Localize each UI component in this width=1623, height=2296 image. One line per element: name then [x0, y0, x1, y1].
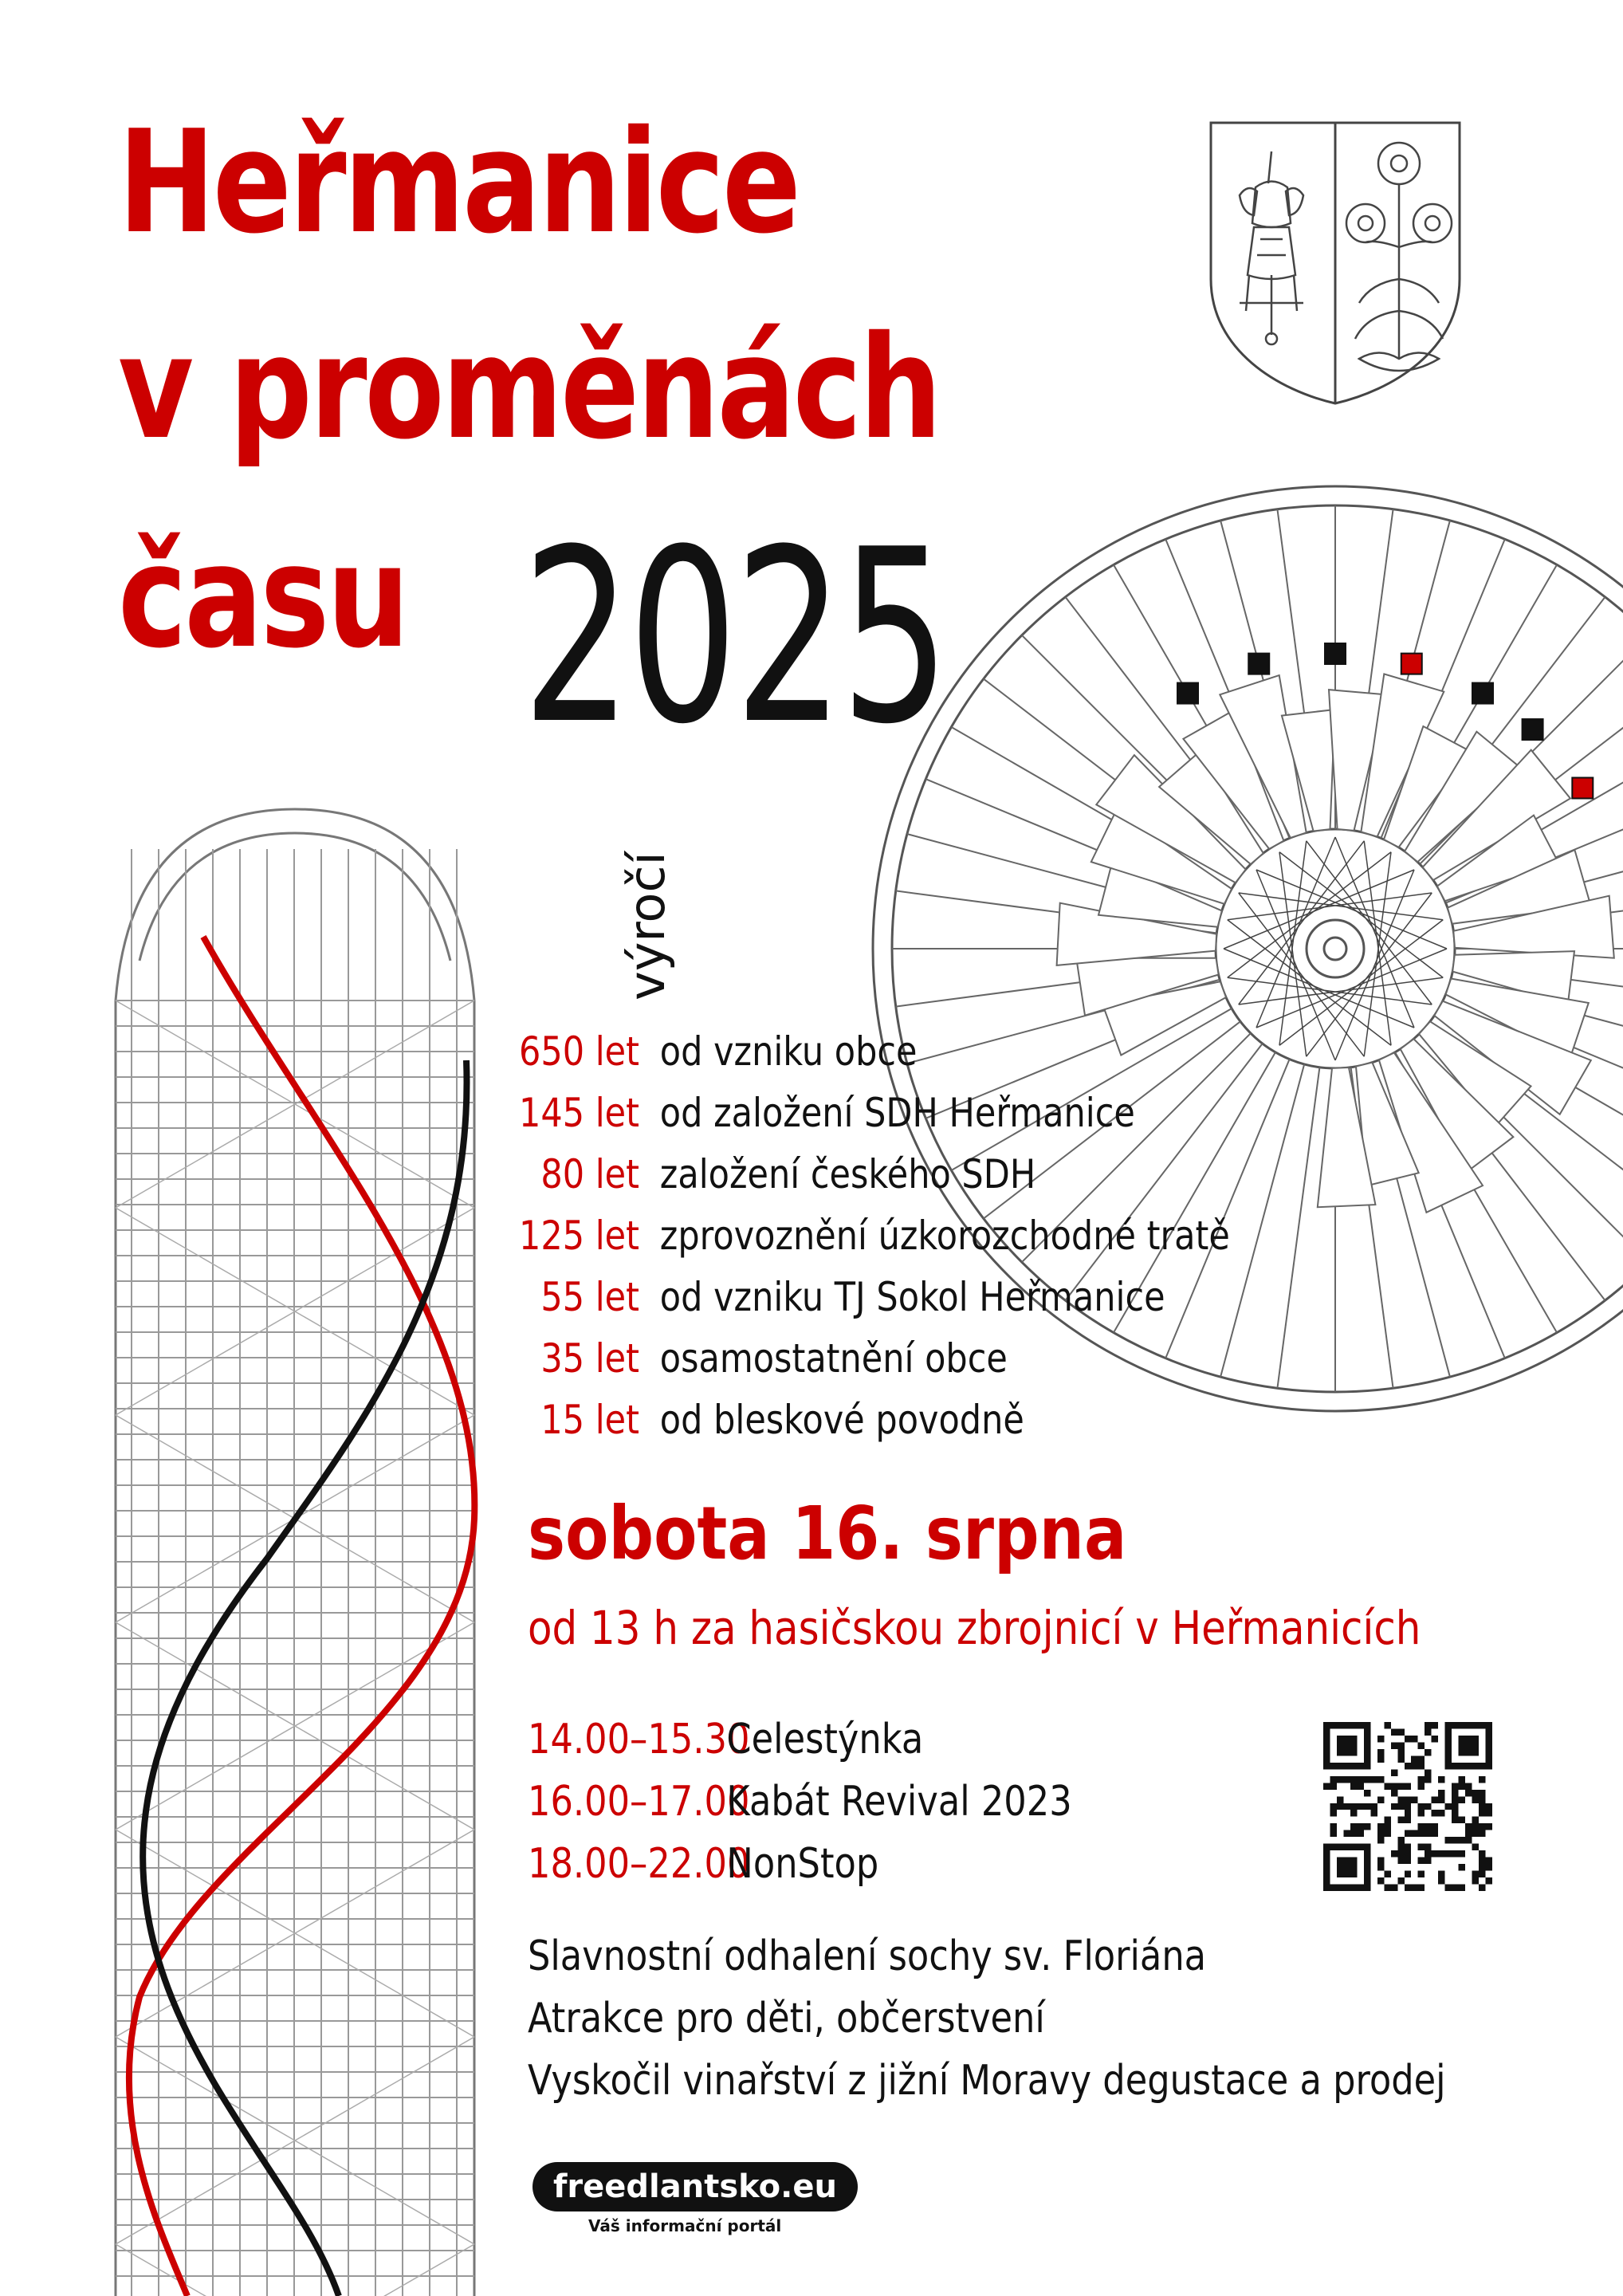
anniversary-row [502, 1028, 1230, 1090]
title-year: 2025 [522, 498, 947, 776]
title-line-2: v proměnách [118, 305, 940, 470]
anniversary-row [502, 1090, 1230, 1151]
anniversary-years: 650 let [518, 1028, 639, 1075]
anniversary-text: zprovoznění úzkorozchodné tratě [659, 1213, 1230, 1259]
anniversary-years: 80 let [540, 1151, 639, 1197]
anniversary-row [502, 1274, 1230, 1335]
title-line-1: Heřmanice [118, 100, 799, 265]
anniversary-years: 55 let [540, 1274, 639, 1320]
anniversaries-label: výročí [618, 851, 676, 1001]
event-date: sobota 16. srpna [528, 1491, 1127, 1576]
tower-elevation-drawing [108, 801, 482, 2296]
anniversary-text: založení českého SDH [659, 1151, 1036, 1197]
black-helix-line [143, 1060, 466, 2296]
extras-list [528, 1932, 1595, 2119]
anniversary-row [502, 1213, 1230, 1274]
extra-item: Slavnostní odhalení sochy sv. Floriána [528, 1932, 1207, 1980]
program-time: 14.00–15.30 [528, 1716, 750, 1763]
anniversary-text: od vzniku TJ Sokol Heřmanice [659, 1274, 1165, 1320]
program-act: Kabát Revival 2023 [726, 1778, 1072, 1826]
anniversaries-list [502, 1028, 1348, 1458]
portal-logo[interactable] [532, 2162, 858, 2235]
program-row [528, 1716, 1072, 1778]
extra-item: Vyskočil vinařství z jižní Moravy degustace a prodej [528, 2057, 1446, 2105]
anniversary-years: 125 let [518, 1213, 639, 1259]
anniversary-row [502, 1397, 1230, 1458]
anniversary-text: od založení SDH Heřmanice [659, 1090, 1135, 1136]
extra-item: Atrakce pro děti, občerstvení [528, 1995, 1045, 2042]
anniversary-text: od vzniku obce [659, 1028, 918, 1075]
title-line-3: času [118, 514, 407, 679]
portal-logo-tagline: Váš informační portál [588, 2216, 782, 2235]
event-place: od 13 h za hasičskou zbrojnicí v Heřmanicích [528, 1601, 1421, 1655]
anniversary-row [502, 1335, 1230, 1397]
program-list [528, 1716, 1161, 1902]
qr-code[interactable] [1323, 1722, 1492, 1891]
program-act: Celestýnka [726, 1716, 924, 1763]
anniversary-text: osamostatnění obce [659, 1335, 1008, 1382]
anniversary-row [502, 1151, 1230, 1213]
program-time: 16.00–17.00 [528, 1778, 750, 1826]
program-act: NonStop [726, 1840, 879, 1888]
red-helix-line [129, 937, 475, 2296]
program-time: 18.00–22.00 [528, 1840, 750, 1888]
anniversary-text: od bleskové povodně [659, 1397, 1024, 1443]
anniversary-years: 15 let [540, 1397, 639, 1443]
program-row [528, 1840, 1072, 1902]
portal-logo-name: freedlantsko.eu [532, 2162, 858, 2211]
anniversary-years: 145 let [518, 1090, 639, 1136]
program-row [528, 1778, 1072, 1840]
anniversary-years: 35 let [540, 1335, 639, 1382]
coat-of-arms [1208, 120, 1463, 407]
